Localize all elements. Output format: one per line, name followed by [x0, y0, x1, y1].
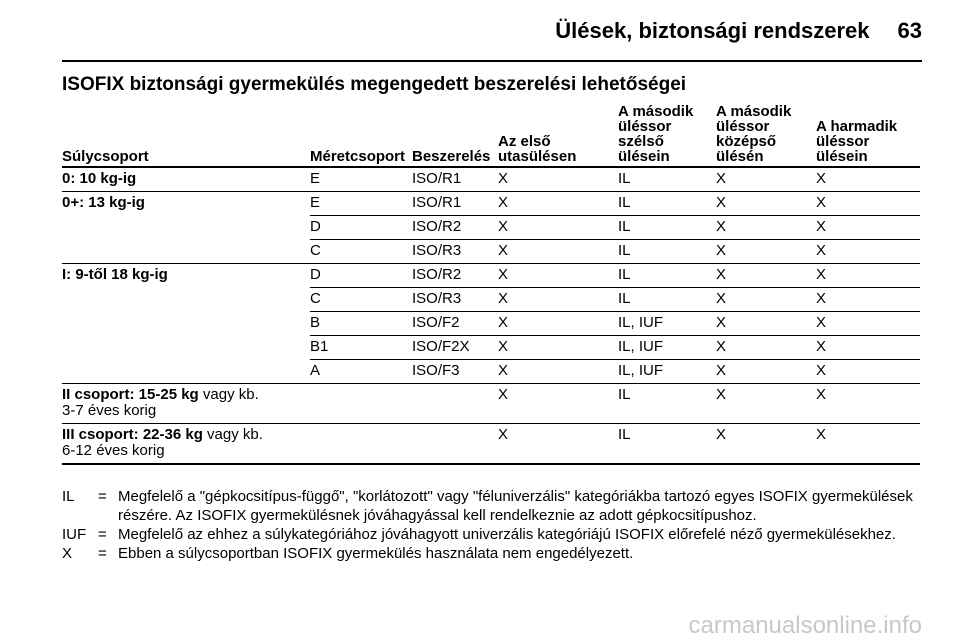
weight-group-cell: I: 9-től 18 kg-ig	[62, 266, 168, 283]
size-class-cell: B1	[310, 336, 412, 360]
second-row-middle-cell: X	[716, 167, 816, 192]
size-class-cell: E	[310, 192, 412, 216]
table-row	[62, 192, 920, 216]
second-row-outer-cell: IL	[618, 167, 716, 192]
table-row	[62, 264, 920, 288]
second-row-middle-cell: X	[716, 336, 816, 360]
installation-cell: ISO/F3	[412, 360, 498, 384]
size-class-cell: B	[310, 312, 412, 336]
size-class-cell: C	[310, 288, 412, 312]
table-row	[62, 424, 920, 465]
table-row	[62, 384, 920, 424]
second-row-middle-cell: X	[716, 192, 816, 216]
col-header-second-row-middle: A második üléssor középső ülésén	[716, 104, 816, 167]
size-class-cell: D	[310, 264, 412, 288]
front-seat-cell: X	[498, 167, 618, 192]
legend-notes	[62, 487, 920, 563]
size-class-cell: A	[310, 360, 412, 384]
third-row-cell: X	[816, 360, 920, 384]
installation-cell: ISO/R1	[412, 167, 498, 192]
col-header-weight-group: Súlycsoport	[62, 104, 310, 167]
col-header-third-row: A harmadik üléssor ülésein	[816, 104, 920, 167]
installation-cell: ISO/F2	[412, 312, 498, 336]
front-seat-cell: X	[498, 336, 618, 360]
installation-cell: ISO/R2	[412, 264, 498, 288]
section-title: Ülések, biztonsági rendszerek	[555, 18, 870, 43]
third-row-cell: X	[816, 288, 920, 312]
front-seat-cell: X	[498, 240, 618, 264]
note-key: IL	[62, 488, 75, 505]
second-row-middle-cell: X	[716, 384, 816, 424]
legend-note	[62, 525, 920, 544]
front-seat-cell: X	[498, 424, 618, 465]
page-number: 63	[897, 18, 922, 43]
table-header-row	[62, 104, 920, 167]
legend-note	[62, 487, 920, 525]
third-row-cell: X	[816, 424, 920, 465]
front-seat-cell: X	[498, 312, 618, 336]
weight-group-cell: 0+: 13 kg-ig	[62, 194, 145, 211]
front-seat-cell: X	[498, 216, 618, 240]
installation-cell: ISO/R3	[412, 240, 498, 264]
table-row	[62, 216, 920, 240]
note-key: X	[62, 545, 73, 562]
weight-group-cell	[62, 336, 310, 360]
second-row-outer-cell: IL	[618, 216, 716, 240]
third-row-cell: X	[816, 192, 920, 216]
third-row-cell: X	[816, 216, 920, 240]
page-header	[555, 18, 922, 44]
isofix-table	[62, 104, 920, 465]
table-row	[62, 288, 920, 312]
third-row-cell: X	[816, 167, 920, 192]
second-row-middle-cell: X	[716, 360, 816, 384]
weight-group-cell	[62, 240, 310, 264]
table-row	[62, 167, 920, 192]
size-class-cell: E	[310, 167, 412, 192]
weight-group-cell	[62, 288, 310, 312]
front-seat-cell: X	[498, 192, 618, 216]
second-row-middle-cell: X	[716, 312, 816, 336]
weight-group-cell: III csoport: 22-36 kg vagy kb. 6-12 éves korig	[62, 424, 498, 465]
second-row-outer-cell: IL, IUF	[618, 312, 716, 336]
weight-group-cell: 0: 10 kg-ig	[62, 167, 310, 192]
third-row-cell: X	[816, 264, 920, 288]
second-row-middle-cell: X	[716, 264, 816, 288]
table-title: ISOFIX biztonsági gyermekülés megengedett beszerelési lehetőségei	[62, 74, 687, 95]
col-header-size-class: Méretcsoport	[310, 104, 412, 167]
table-row	[62, 360, 920, 384]
second-row-outer-cell: IL	[618, 288, 716, 312]
note-key: IUF	[62, 526, 87, 543]
table-row	[62, 312, 920, 336]
col-header-front-seat: Az első utasülésen	[498, 104, 618, 167]
note-text: Ebben a súlycsoportban ISOFIX gyermekülés használata nem engedélyezett.	[118, 545, 634, 562]
watermark: carmanualsonline.info	[688, 612, 922, 639]
installation-cell: ISO/R2	[412, 216, 498, 240]
installation-cell: ISO/R1	[412, 192, 498, 216]
second-row-middle-cell: X	[716, 240, 816, 264]
weight-group-cell	[62, 312, 310, 336]
installation-cell: ISO/F2X	[412, 336, 498, 360]
second-row-outer-cell: IL	[618, 240, 716, 264]
second-row-middle-cell: X	[716, 424, 816, 465]
legend-note	[62, 544, 920, 563]
note-equals: =	[98, 488, 107, 505]
third-row-cell: X	[816, 240, 920, 264]
installation-cell: ISO/R3	[412, 288, 498, 312]
front-seat-cell: X	[498, 360, 618, 384]
third-row-cell: X	[816, 384, 920, 424]
weight-group-cell	[62, 360, 310, 384]
third-row-cell: X	[816, 312, 920, 336]
second-row-outer-cell: IL, IUF	[618, 336, 716, 360]
table-row	[62, 336, 920, 360]
col-header-second-row-outer: A második üléssor szélső ülésein	[618, 104, 716, 167]
front-seat-cell: X	[498, 288, 618, 312]
table-body	[62, 167, 920, 464]
third-row-cell: X	[816, 336, 920, 360]
second-row-outer-cell: IL	[618, 424, 716, 465]
note-text: Megfelelő az ehhez a súlykategóriához jóváhagyott univerzális kategóriájú ISOFIX előrefelé néző gyermekülésekhez.	[118, 526, 896, 543]
second-row-outer-cell: IL	[618, 192, 716, 216]
second-row-middle-cell: X	[716, 288, 816, 312]
size-class-cell: D	[310, 216, 412, 240]
header-rule	[62, 60, 922, 62]
front-seat-cell: X	[498, 264, 618, 288]
table-row	[62, 240, 920, 264]
note-equals: =	[98, 545, 107, 562]
second-row-middle-cell: X	[716, 216, 816, 240]
note-text: Megfelelő a "gépkocsitípus-függő", "korlátozott" vagy "féluniverzális" kategóriákba tartozó egyes ISOFIX gyermekülések részére. Az ISOFIX gyermekülésnek jóváhagyással kell rendelkeznie az adott gépkocsitípushoz.	[118, 488, 913, 524]
front-seat-cell: X	[498, 384, 618, 424]
second-row-outer-cell: IL, IUF	[618, 360, 716, 384]
weight-group-cell	[62, 216, 310, 240]
weight-group-cell: II csoport: 15-25 kg vagy kb. 3-7 éves korig	[62, 384, 498, 424]
col-header-installation: Beszerelés	[412, 104, 498, 167]
second-row-outer-cell: IL	[618, 264, 716, 288]
second-row-outer-cell: IL	[618, 384, 716, 424]
note-equals: =	[98, 526, 107, 543]
size-class-cell: C	[310, 240, 412, 264]
